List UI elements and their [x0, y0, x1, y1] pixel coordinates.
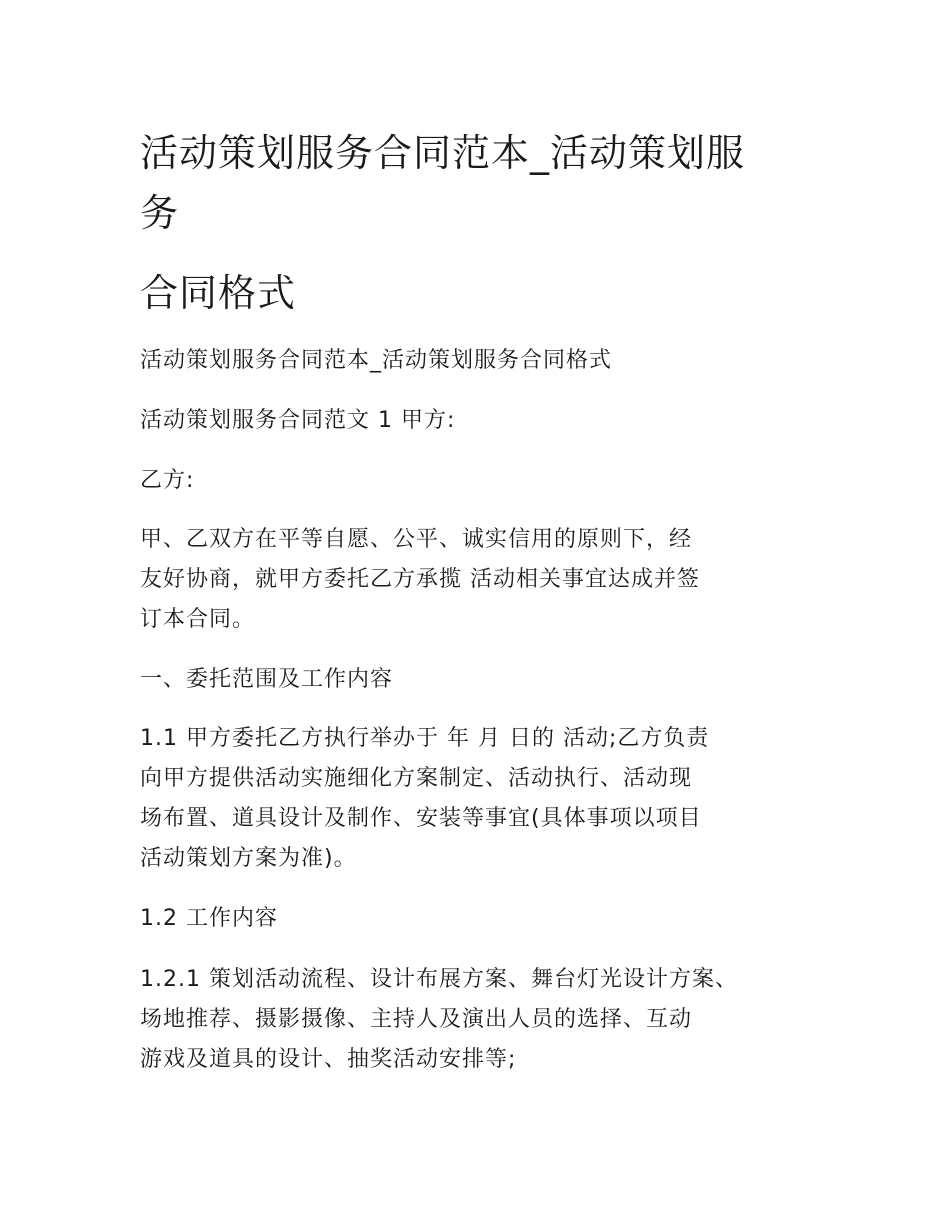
- intro-line: 甲、乙双方在平等自愿、公平、诚实信用的原则下，经: [140, 527, 693, 552]
- clause-line: 场地推荐、摄影摄像、主持人及演出人员的选择、互动: [140, 1007, 693, 1032]
- document-title-line-3: 合同格式: [140, 271, 297, 315]
- document-subtitle: 活动策划服务合同范本_活动策划服务合同格式: [140, 348, 613, 373]
- clause-line: 游戏及道具的设计、抽奖活动安排等;: [140, 1047, 517, 1072]
- clause-1-1: [140, 719, 709, 879]
- clause-line: 活动策划方案为准)。: [140, 846, 357, 871]
- clause-line: 向甲方提供活动实施细化方案制定、活动执行、活动现: [140, 766, 693, 791]
- clause-line: 场布置、道具设计及制作、安装等事宜(具体事项以项目: [140, 806, 702, 831]
- contract-heading: 活动策划服务合同范文 1 甲方:: [140, 408, 456, 433]
- intro-line: 友好协商，就甲方委托乙方承揽 活动相关事宜达成并签: [140, 567, 700, 592]
- clause-line: 1.1 甲方委托乙方执行举办于 年 月 日的 活动;乙方负责: [140, 726, 710, 751]
- party-b-label: 乙方:: [140, 468, 195, 493]
- intro-paragraph: [140, 520, 700, 640]
- clause-1-2-title: 1.2 工作内容: [140, 906, 278, 931]
- section-1-title: 一、委托范围及工作内容: [140, 667, 394, 692]
- document-title-line-1: 活动策划服务合同范本_活动策划服: [140, 131, 746, 175]
- clause-line: 1.2.1 策划活动流程、设计布展方案、舞台灯光设计方案、: [140, 967, 738, 992]
- document-title-line-2: 务: [140, 191, 180, 235]
- intro-line: 订本合同。: [140, 607, 256, 632]
- clause-1-2-1: [140, 960, 738, 1080]
